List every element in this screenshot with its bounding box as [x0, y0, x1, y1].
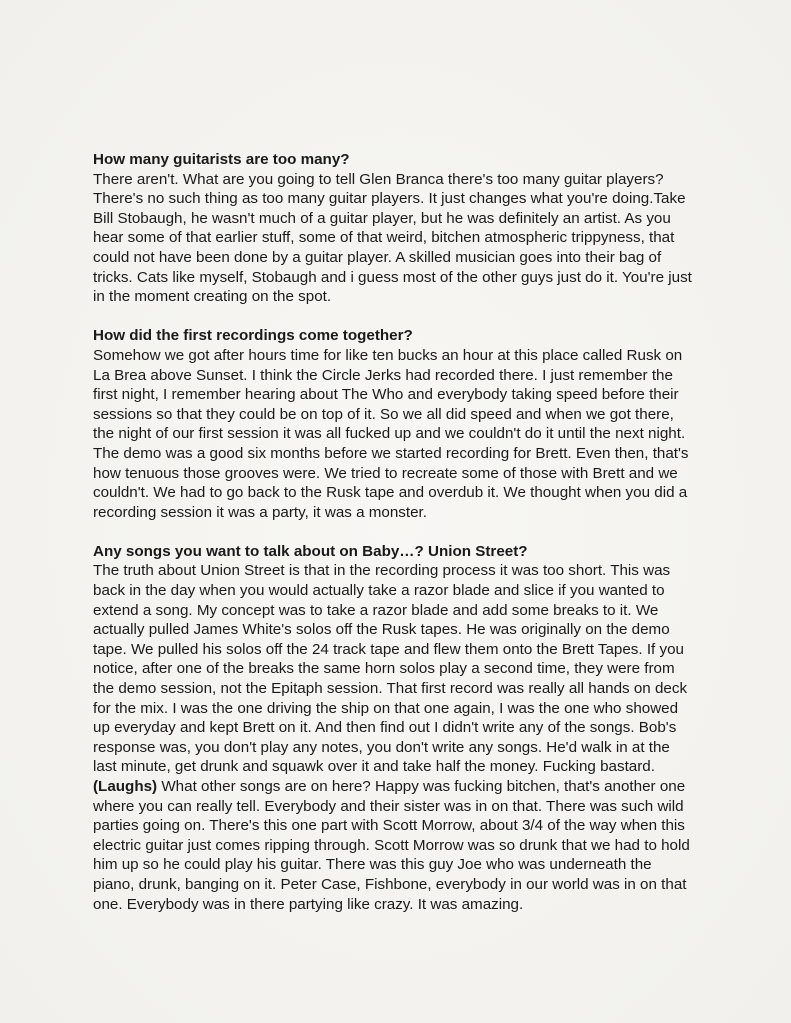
answer-text-part: The truth about Union Street is that in the recording process it was too short. This was back in the day when you would actually take a razor blade and slice if you wanted to extend a song. My concept was to take a razor blade and add some breaks to it. We actually pulled James White's solos off the Rusk tapes. He was originally on the demo tape. We pulled his solos off the 24 track tape and flew them onto the Brett Tapes. If you notice, after one of the breaks the same horn solos play a second time, they were from the demo session, not the Epitaph session. That first record was really all hands on deck for the mix. I was the one driving the ship on that one again, I was the one who showed up everyday and kept Brett on it. And then find out I didn't write any of the songs. Bob's response was, you don't play any notes, you don't write any songs. He'd walk in at the last minute, get drunk and squawk over it and take half the money. Fucking bastard.: [93, 562, 688, 776]
laughs-emphasis: (Laughs): [93, 778, 158, 795]
answer-text-part: What other songs are on here? Happy was fucking bitchen, that's another one where you can really tell. Everybody and their sister was in on that. There was such wild parties going on. There's this one part with Scott Morrow, about 3/4 of the way when this electric guitar just comes ripping through. Scott Morrow was so drunk that we had to hold him up so he could play his guitar. There was this guy Joe who was underneath the piano, drunk, banging on it. Peter Case, Fishbone, everybody in our world was in on that one. Everybody was in there partying like crazy. It was amazing.: [93, 778, 690, 913]
interview-text: [93, 150, 693, 934]
section-union-street: [93, 542, 693, 914]
answer-paragraph: There aren't. What are you going to tell Glen Branca there's too many guitar players? There's no such thing as too many guitar players. It just changes what you're doing.Take Bill Stobaugh, he wasn't much of a guitar player, but he was definitely an artist. As you hear some of that earlier stuff, some of that weird, bitchen atmospheric trippyness, that could not have been done by a guitar player. A skilled musician goes into their bag of tricks. Cats like myself, Stobaugh and i guess most of the other guys just do it. You're just in the moment creating on the spot.: [93, 170, 692, 306]
section-first-recordings: [93, 326, 693, 522]
question-heading: How many guitarists are too many?: [93, 151, 350, 168]
question-heading: Any songs you want to talk about on Baby…? Union Street?: [93, 542, 528, 560]
question-heading: How did the first recordings come together?: [93, 327, 413, 345]
answer-paragraph: Somehow we got after hours time for like ten bucks an hour at this place called Rusk on La Brea above Sunset. I think the Circle Jerks had recorded there. I just remember the first night, I remember hearing about The Who and everybody taking speed before their sessions so that they could be on top of it. So we all did speed and when we got there, the night of our first session it was all fucked up and we couldn't do it until the next night. The demo was a good six months before we started recording for Brett. Even then, that's how tenuous those grooves were. We tried to recreate some of those with Brett and we couldn't. We had to go back to the Rusk tape and overdub it. We thought when you did a recording session it was a party, it was a monster.: [93, 346, 689, 521]
answer-paragraph: [93, 561, 693, 914]
section-guitarists: [93, 150, 693, 307]
